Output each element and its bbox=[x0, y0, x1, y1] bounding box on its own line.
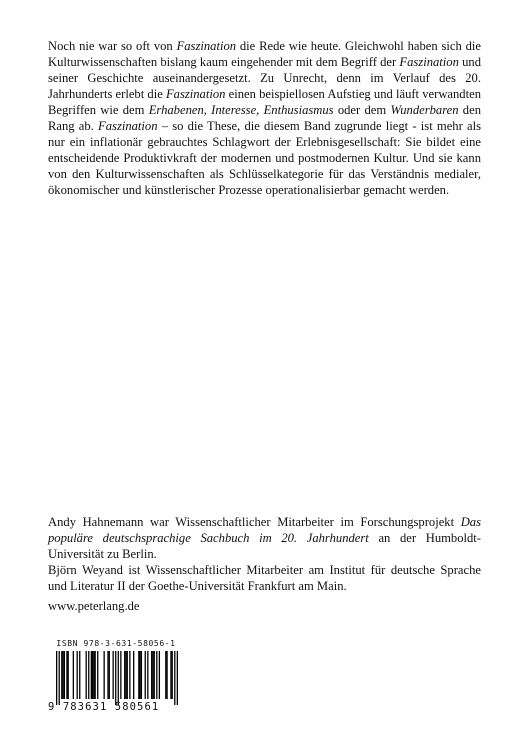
barcode-bar bbox=[61, 651, 62, 699]
blurb-run-1: Faszination bbox=[176, 39, 237, 53]
barcode-bar bbox=[133, 651, 134, 699]
isbn-barcode bbox=[48, 639, 184, 715]
bio1-run-0: Andy Hahnemann war Wissenschaftlicher Mitarbeiter im Forschungsprojekt bbox=[48, 515, 461, 529]
barcode-bar bbox=[120, 651, 121, 699]
barcode-bar bbox=[115, 651, 116, 705]
blurb-run-8: oder dem bbox=[333, 103, 391, 117]
blurb-run-9: Wunderbaren bbox=[390, 103, 459, 117]
blurb-run-4: und seiner Geschichte auseinandergesetzt. Zu Unrecht, denn im Verlauf des 20. Jahrhunderts erlebt die bbox=[48, 55, 481, 101]
barcode-bar bbox=[138, 651, 139, 699]
blurb-run-12: – so die These, die diesem Band zugrunde liegt - ist mehr als nur ein inflationär gebrauchtes Schlagwort der Erlebnisgesellschaft: Sie bildet eine entscheidende Produktivkraft der modernen und postmodernen Kultur. Und sie kann von den Kulturwissenschaften als Schlüsselkategorie für das Verständnis medialer, ökonomischer und künstlerischer Prozesse operationalisierbar gemacht werden. bbox=[48, 119, 481, 197]
bio1-run-2: an der Humboldt-Universität zu Berlin. bbox=[48, 531, 481, 561]
barcode-bar bbox=[145, 651, 146, 699]
barcode-bar bbox=[68, 651, 69, 699]
barcode-bar bbox=[125, 651, 126, 699]
barcode-bar bbox=[86, 651, 87, 699]
barcode-bar bbox=[113, 651, 114, 699]
barcode-bar bbox=[59, 651, 60, 705]
blurb-run-11: Faszination bbox=[98, 119, 158, 133]
barcode-bar bbox=[109, 651, 110, 699]
barcode-bar bbox=[77, 651, 78, 699]
barcode-bar bbox=[127, 651, 128, 699]
blurb-run-6: einen beispiellosen Aufstieg und läuft verwandten Begriffen wie dem bbox=[48, 87, 481, 117]
publisher-website[interactable]: www.peterlang.de bbox=[48, 599, 140, 613]
barcode-bar bbox=[95, 651, 96, 699]
author-bio-hahnemann bbox=[48, 514, 481, 562]
blurb-run-2: die Rede wie heute. Gleichwohl haben sich die Kulturwissenschaften bislang kaum eingehender mit dem Begriff der bbox=[48, 39, 481, 69]
barcode-bar bbox=[64, 651, 65, 699]
barcode-bar bbox=[172, 651, 173, 699]
author-bios bbox=[48, 514, 481, 594]
barcode-bar bbox=[152, 651, 153, 699]
blurb-paragraph bbox=[48, 38, 481, 198]
barcode-bar bbox=[141, 651, 142, 699]
barcode-bar bbox=[92, 651, 93, 699]
barcode-bar bbox=[151, 651, 152, 699]
isbn-label: ISBN 978-3-631-58056-1 bbox=[56, 639, 176, 648]
barcode-bar bbox=[73, 651, 74, 699]
blurb-run-0: Noch nie war so oft von bbox=[48, 39, 177, 53]
barcode-bar bbox=[104, 651, 105, 699]
barcode-bar bbox=[118, 651, 119, 705]
barcode-bar bbox=[88, 651, 89, 699]
barcode-bar bbox=[166, 651, 167, 699]
blurb-run-7: Erhabenen, Interesse, Enthusiasmus bbox=[148, 103, 334, 117]
barcode-bar bbox=[165, 651, 166, 699]
barcode-bar bbox=[154, 651, 155, 699]
blurb-run-3: Faszination bbox=[399, 55, 459, 69]
barcode-bar bbox=[174, 651, 175, 705]
bio2-run-0: Björn Weyand ist Wissenschaftlicher Mitarbeiter am Institut für deutsche Sprache und Literatur II der Goethe-Universität Frankfurt am Main. bbox=[48, 563, 481, 593]
barcode-bar bbox=[97, 651, 98, 699]
barcode-bar bbox=[170, 651, 171, 699]
barcode-bar bbox=[93, 651, 94, 699]
barcode-bar bbox=[129, 651, 130, 699]
barcode-bar bbox=[62, 651, 63, 699]
barcode-bar bbox=[124, 651, 125, 699]
barcode-bar bbox=[177, 651, 178, 705]
barcode-bar bbox=[66, 651, 67, 699]
ean-digits: 9 783631 580561 bbox=[48, 701, 160, 713]
barcode-bars bbox=[56, 651, 178, 705]
blurb-run-5: Faszination bbox=[165, 87, 226, 101]
barcode-bar bbox=[139, 651, 140, 699]
barcode-bar bbox=[56, 651, 57, 705]
barcode-bar bbox=[91, 651, 92, 699]
barcode-bar bbox=[159, 651, 160, 699]
author-bio-weyand bbox=[48, 562, 481, 594]
blurb-run-10: den Rang ab. bbox=[48, 103, 481, 133]
barcode-bar bbox=[79, 651, 80, 699]
barcode-bar bbox=[107, 651, 108, 699]
barcode-bar bbox=[156, 651, 157, 699]
bio1-run-1: Das populäre deutschsprachige Sachbuch im 20. Jahrhundert bbox=[48, 515, 481, 545]
barcode-bar bbox=[147, 651, 148, 699]
